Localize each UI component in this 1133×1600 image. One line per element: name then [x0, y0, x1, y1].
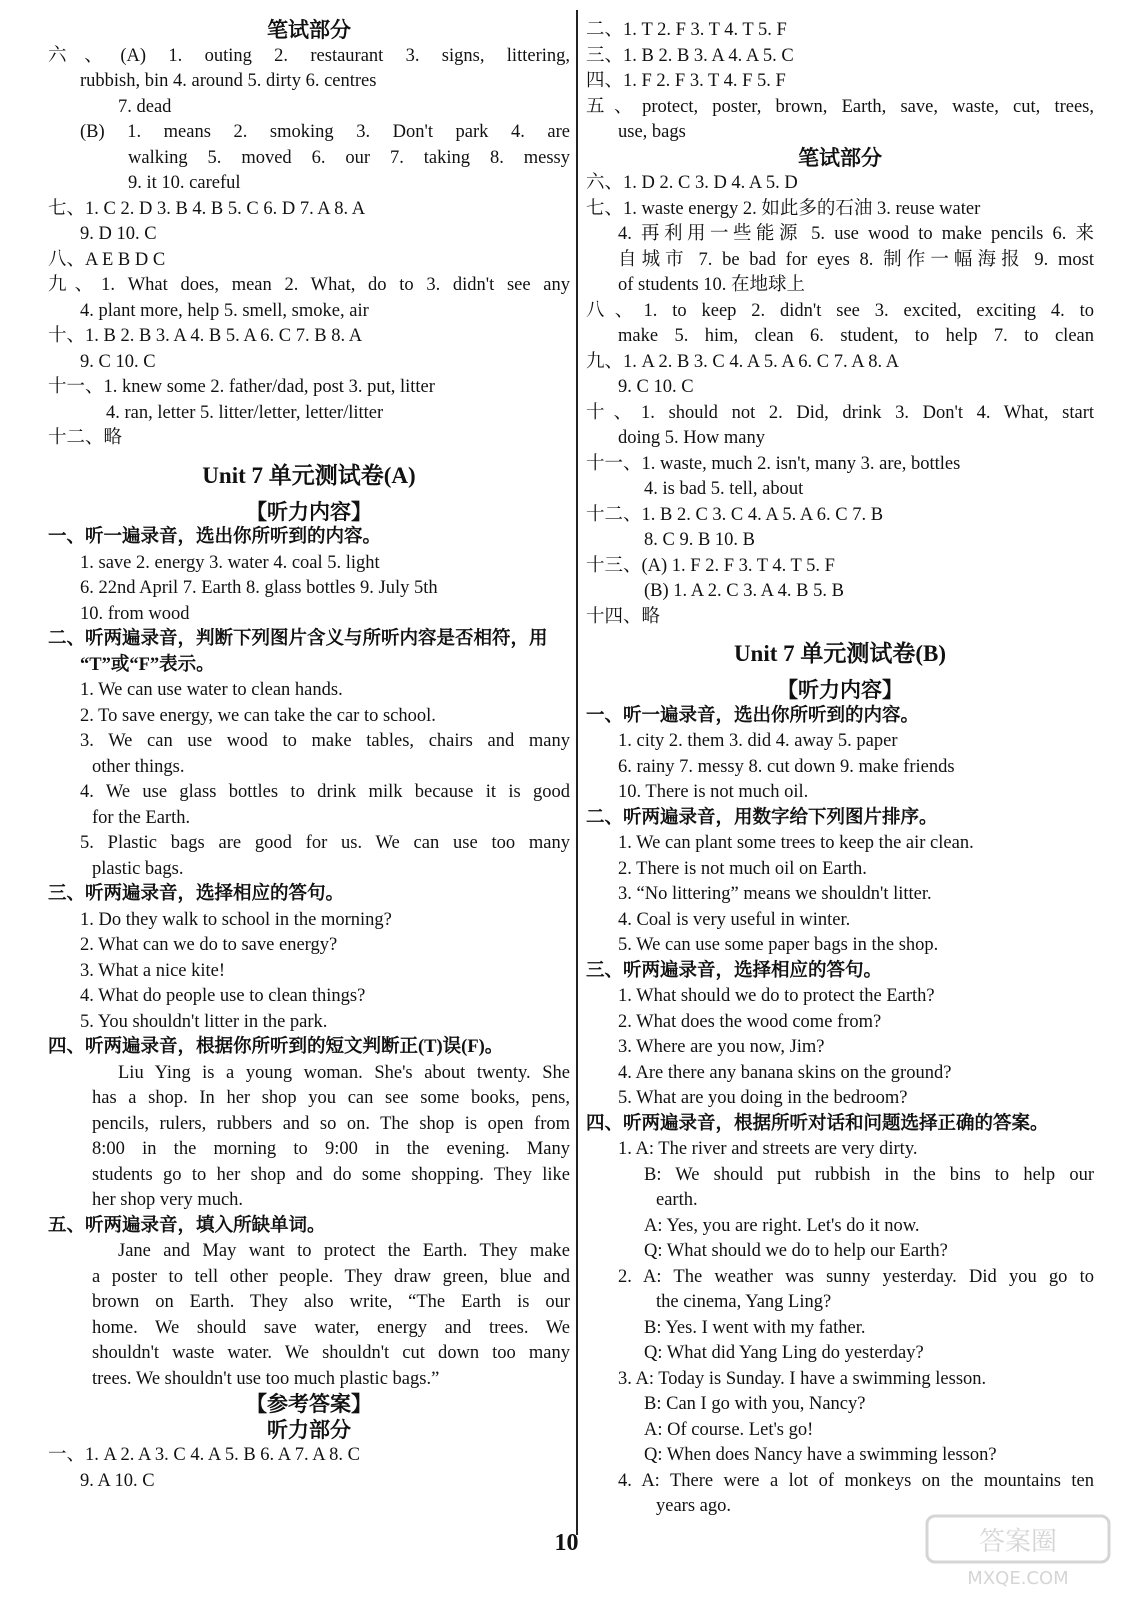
left-line: 9. it 10. careful	[128, 173, 241, 193]
left-line: has a shop. In her shop you can see some books, pens,	[92, 1088, 570, 1108]
left-line: 1. save 2. energy 3. water 4. coal 5. light	[80, 552, 380, 573]
left-line: 四、听两遍录音，根据你所听到的短文判断正(T)误(F)。	[48, 1037, 504, 1057]
right-line: 4. A: There were a lot of monkeys on the mountains ten	[618, 1470, 1094, 1491]
column-divider	[576, 10, 578, 1535]
left-line: 8:00 in the morning to 9:00 in the evening. Many	[92, 1139, 570, 1159]
left-line: 三、听两遍录音，选择相应的答句。	[48, 884, 345, 904]
right-line: the cinema, Yang Ling?	[656, 1292, 832, 1312]
left-line: 听力部分	[267, 1417, 351, 1442]
right-line: of students 10. 在地球上	[618, 275, 806, 295]
left-line: 一、1. A 2. A 3. C 4. A 5. B 6. A 7. A 8. C	[48, 1445, 361, 1465]
left-line: 七、1. C 2. D 3. B 4. B 5. C 6. D 7. A 8. A	[48, 198, 366, 219]
right-line: years ago.	[656, 1496, 731, 1516]
right-line: Q: What did Yang Ling do yesterday?	[644, 1343, 924, 1363]
right-line: 八、1. to keep 2. didn't see 3. excited, exciting 4. to	[586, 300, 1094, 321]
right-line: B: We should put rubbish in the bins to help our	[644, 1164, 1094, 1185]
left-line: shouldn't waste water. We shouldn't cut down too many	[92, 1343, 570, 1363]
left-line: 五、听两遍录音，填入所缺单词。	[48, 1215, 326, 1236]
left-line: 2. To save energy, we can take the car to school.	[80, 705, 436, 726]
left-line: her shop very much.	[92, 1190, 244, 1210]
left-line: Liu Ying is a young woman. She's about twenty. She	[118, 1062, 570, 1083]
right-line: 六、1. D 2. C 3. D 4. A 5. D	[586, 173, 798, 193]
left-line: (B) 1. means 2. smoking 3. Don't park 4. are	[80, 122, 570, 142]
left-line: pencils, rulers, rubbers and so on. The shop is open from	[92, 1113, 570, 1134]
left-line: 4. We use glass bottles to drink milk because it is good	[80, 782, 570, 802]
right-line: (B) 1. A 2. C 3. A 4. B 5. B	[644, 581, 844, 601]
right-line: 5. What are you doing in the bedroom?	[618, 1088, 908, 1108]
left-line: 6. 22nd April 7. Earth 8. glass bottles 9. July 5th	[80, 578, 438, 598]
right-line: 4. Are there any banana skins on the ground?	[618, 1062, 952, 1083]
left-line: 10. from wood	[80, 603, 190, 624]
left-line: for the Earth.	[92, 807, 191, 828]
left-line: 2. What can we do to save energy?	[80, 935, 338, 955]
left-line: 【参考答案】	[246, 1392, 372, 1416]
right-line: 三、听两遍录音，选择相应的答句。	[586, 960, 883, 981]
left-line: plastic bags.	[92, 858, 184, 879]
left-line: 1. We can use water to clean hands.	[80, 680, 343, 700]
right-line: 九、1. A 2. B 3. C 4. A 5. A 6. C 7. A 8. A	[586, 351, 900, 372]
left-line: 六、(A) 1. outing 2. restaurant 3. signs, littering,	[48, 45, 570, 66]
left-line: 【听力内容】	[246, 499, 372, 524]
left-line: 4. What do people use to clean things?	[80, 986, 366, 1006]
left-line: 5. You shouldn't litter in the park.	[80, 1011, 328, 1032]
left-line: 9. A 10. C	[80, 1470, 155, 1491]
left-line: 十一、1. knew some 2. father/dad, post 3. put, litter	[48, 377, 435, 397]
left-line: 十、1. B 2. B 3. A 4. B 5. A 6. C 7. B 8. A	[48, 326, 363, 346]
left-column	[48, 18, 570, 1494]
right-line: 10. There is not much oil.	[618, 782, 809, 802]
right-line: earth.	[656, 1190, 698, 1210]
right-line: 五、protect, poster, brown, Earth, save, waste, cut, trees,	[586, 96, 1094, 117]
right-line: 二、1. T 2. F 3. T 4. T 5. F	[586, 20, 787, 40]
watermark-logo	[923, 1510, 1113, 1590]
right-line: 2. A: The weather was sunny yesterday. Did you go to	[618, 1266, 1094, 1287]
left-line: 八、A E B D C	[48, 249, 166, 270]
right-line: 1. A: The river and streets are very dirty.	[618, 1139, 918, 1159]
right-line: 4. Coal is very useful in winter.	[618, 909, 851, 930]
left-line: 二、听两遍录音，判断下列图片含义与所听内容是否相符，用	[48, 629, 548, 649]
right-line: 四、听两遍录音，根据所听对话和问题选择正确的答案。	[586, 1113, 1049, 1134]
left-line: other things.	[92, 756, 185, 777]
left-line: trees. We shouldn't use too much plastic bags.”	[92, 1368, 440, 1389]
right-line: 十二、1. B 2. C 3. C 4. A 5. A 6. C 7. B	[586, 504, 884, 525]
left-line: a poster to tell other people. They draw green, blue and	[92, 1266, 570, 1287]
left-line: walking 5. moved 6. our 7. taking 8. messy	[128, 147, 570, 168]
right-line: 9. C 10. C	[618, 377, 694, 397]
left-line: 9. C 10. C	[80, 351, 156, 372]
left-line: Jane and May want to protect the Earth. They make	[118, 1241, 570, 1261]
right-line: 自城市 7. be bad for eyes 8. 制作一幅海报 9. most	[618, 249, 1094, 270]
left-line: 笔试部分	[267, 18, 351, 42]
right-line: 【听力内容】	[777, 678, 903, 702]
left-line: 十二、略	[48, 428, 123, 448]
left-line: 7. dead	[118, 96, 172, 117]
left-line: 5. Plastic bags are good for us. We can use too many	[80, 833, 570, 853]
right-line: Q: What should we do to help our Earth?	[644, 1241, 948, 1261]
left-line: rubbish, bin 4. around 5. dirty 6. centres	[80, 71, 377, 91]
right-line: 1. city 2. them 3. did 4. away 5. paper	[618, 731, 898, 751]
right-line: 3. A: Today is Sunday. I have a swimming lesson.	[618, 1368, 987, 1389]
watermark-text: MXQE.COM	[967, 1568, 1069, 1589]
right-line: A: Of course. Let's go!	[644, 1419, 814, 1440]
right-line: 5. We can use some paper bags in the shop.	[618, 935, 939, 955]
left-line: brown on Earth. They also write, “The Earth is our	[92, 1292, 570, 1312]
right-line: 一、听一遍录音，选出你所听到的内容。	[586, 705, 920, 726]
left-line: 一、听一遍录音，选出你所听到的内容。	[48, 527, 382, 547]
page-number: 10	[554, 1530, 579, 1556]
right-line: 3. Where are you now, Jim?	[618, 1037, 825, 1057]
right-column	[586, 18, 1094, 1520]
right-line: 6. rainy 7. messy 8. cut down 9. make friends	[618, 756, 955, 777]
right-line: 1. We can plant some trees to keep the air clean.	[618, 833, 974, 853]
right-line: 四、1. F 2. F 3. T 4. F 5. F	[586, 71, 786, 91]
right-line: doing 5. How many	[618, 428, 765, 448]
right-line: 8. C 9. B 10. B	[644, 530, 756, 550]
right-line: A: Yes, you are right. Let's do it now.	[644, 1215, 920, 1236]
right-line: Q: When does Nancy have a swimming lesson?	[644, 1445, 997, 1465]
right-line: 4. is bad 5. tell, about	[644, 479, 804, 499]
left-line: 4. ran, letter 5. litter/letter, letter/litter	[106, 402, 384, 423]
right-line: 笔试部分	[798, 145, 882, 170]
right-line: 十、1. should not 2. Did, drink 3. Don't 4. What, start	[586, 402, 1094, 423]
right-line: make 5. him, clean 6. student, to help 7. to clean	[618, 326, 1094, 346]
right-line: 3. “No littering” means we shouldn't litter.	[618, 884, 932, 904]
right-line: 十三、(A) 1. F 2. F 3. T 4. T 5. F	[586, 555, 835, 576]
left-line: students go to her shop and do some shopping. They like	[92, 1164, 570, 1185]
right-line: 三、1. B 2. B 3. A 4. A 5. C	[586, 45, 794, 66]
right-line: 二、听两遍录音，用数字给下列图片排序。	[586, 807, 938, 828]
left-line: 3. What a nice kite!	[80, 960, 226, 981]
left-line: 4. plant more, help 5. smell, smoke, air	[80, 300, 369, 321]
left-line: “T”或“F”表示。	[80, 654, 215, 675]
right-line: 2. There is not much oil on Earth.	[618, 858, 867, 879]
right-line: 七、1. waste energy 2. 如此多的石油 3. reuse water	[586, 198, 981, 219]
right-line: 1. What should we do to protect the Earth?	[618, 986, 935, 1006]
left-line: home. We should save water, energy and trees. We	[92, 1317, 570, 1338]
left-line: 3. We can use wood to make tables, chairs and many	[80, 731, 570, 751]
left-line: 九、1. What does, mean 2. What, do to 3. didn't see any	[48, 275, 570, 295]
left-line: Unit 7 单元测试卷(A)	[202, 462, 416, 488]
right-line: use, bags	[618, 122, 686, 142]
right-line: 2. What does the wood come from?	[618, 1011, 882, 1032]
right-line: 十一、1. waste, much 2. isn't, many 3. are, bottles	[586, 453, 961, 474]
right-line: Unit 7 单元测试卷(B)	[733, 641, 947, 666]
right-line: B: Yes. I went with my father.	[644, 1317, 866, 1338]
left-line: 9. D 10. C	[80, 224, 157, 244]
right-line: 4. 再利用一些能源 5. use wood to make pencils 6. 来	[618, 224, 1094, 244]
left-line: 1. Do they walk to school in the morning?	[80, 909, 392, 930]
svg-text:答案圈: 答案圈	[978, 1527, 1058, 1557]
right-line: 十四、略	[586, 606, 661, 627]
right-line: B: Can I go with you, Nancy?	[644, 1394, 866, 1414]
